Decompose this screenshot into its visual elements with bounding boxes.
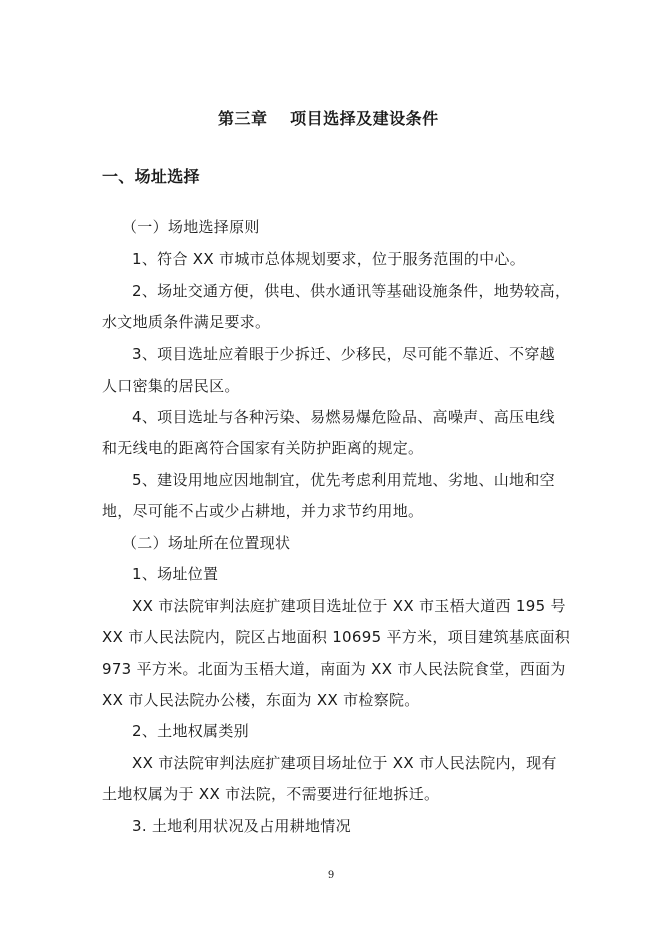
principle-3-line-1: 3、项目选址应着眼于少拆迁、少移民，尽可能不靠近、不穿越: [132, 345, 555, 363]
landuse-heading: 3. 土地利用状况及占用耕地情况: [132, 817, 351, 835]
principle-4-line-2: 和无线电的距离符合国家有关防护距离的规定。: [102, 439, 424, 457]
section-title-site-selection: 一、场址选择: [102, 167, 200, 186]
principle-1: 1、符合 XX 市城市总体规划要求，位于服务范围的中心。: [132, 250, 526, 268]
ownership-line-2: 土地权属为于 XX 市法院，不需要进行征地拆迁。: [102, 785, 440, 803]
principle-4-line-1: 4、项目选址与各种污染、易燃易爆危险品、高噪声、高压电线: [132, 408, 555, 426]
principle-5-line-2: 地，尽可能不占或少占耕地，并力求节约用地。: [102, 502, 424, 520]
ownership-line-1: XX 市法院审判法庭扩建项目场址位于 XX 市人民法院内，现有: [132, 754, 557, 772]
location-line-4: XX 市人民法院办公楼，东面为 XX 市检察院。: [102, 691, 420, 709]
location-line-2: XX 市人民法院内，院区占地面积 10695 平方米，项目建筑基底面积: [102, 628, 571, 646]
principle-2-line-1: 2、场址交通方便，供电、供水通讯等基础设施条件，地势较高，: [132, 282, 571, 300]
location-line-3: 973 平方米。北面为玉梧大道，南面为 XX 市人民法院食堂，西面为: [102, 660, 566, 678]
location-heading: 1、场址位置: [132, 565, 219, 583]
chapter-title: 第三章 项目选择及建设条件: [218, 109, 439, 128]
principle-3-line-2: 人口密集的居民区。: [102, 377, 240, 395]
principle-2-line-2: 水文地质条件满足要求。: [102, 313, 271, 331]
subsection-title-location-status: （二）场址所在位置现状: [122, 534, 291, 552]
ownership-heading: 2、土地权属类别: [132, 722, 249, 740]
principle-5-line-1: 5、建设用地应因地制宜，优先考虑利用荒地、劣地、山地和空: [132, 471, 555, 489]
page-number: 9: [327, 870, 335, 881]
subsection-title-principles: （一）场地选择原则: [122, 218, 260, 236]
location-line-1: XX 市法院审判法庭扩建项目选址位于 XX 市玉梧大道西 195 号: [132, 597, 566, 615]
